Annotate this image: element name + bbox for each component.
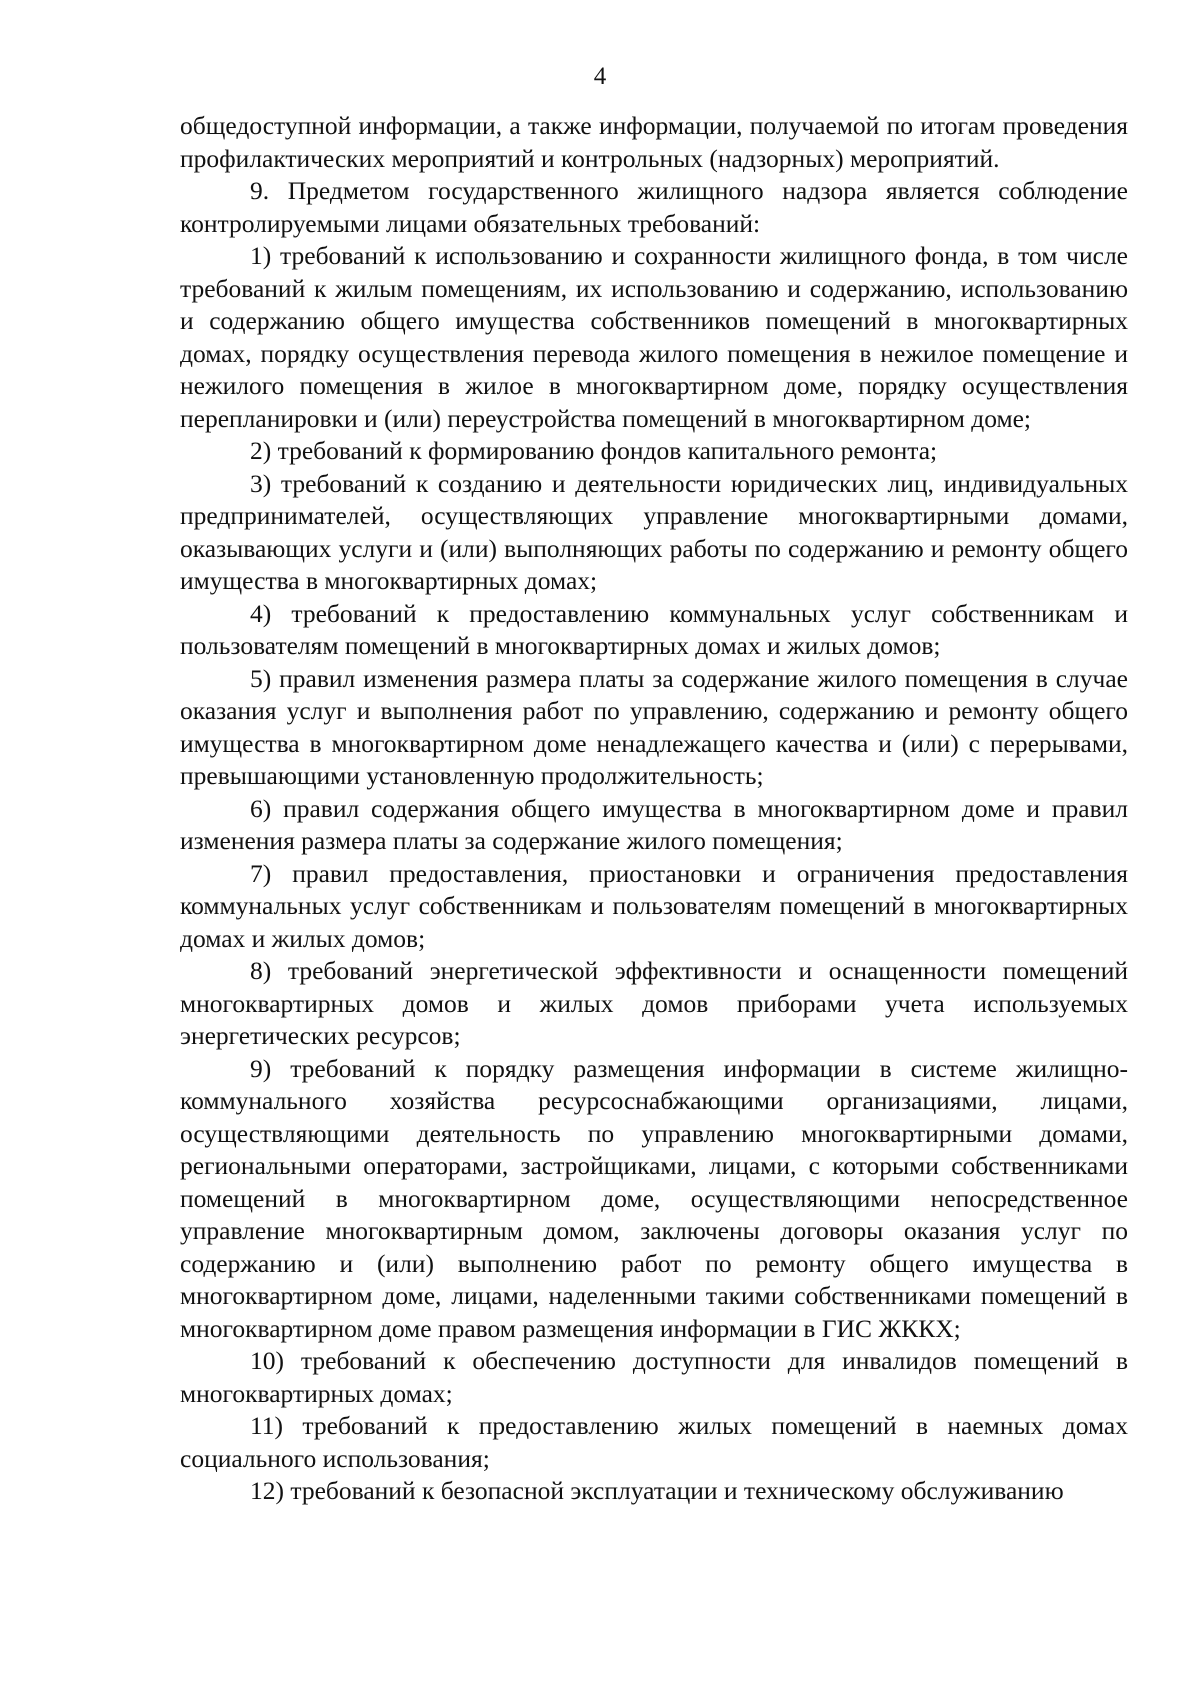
list-item-11: 11) требований к предоставлению жилых помещений в наемных домах социального использования;: [180, 1411, 1128, 1473]
list-item-5: 5) правил изменения размера платы за содержание жилого помещения в случае оказания услуг и выполнения работ по управлению, содержанию и ремонту общего имущества в многоквартирном доме ненадлежащего качества и (или) с перерывами, превышающими установленную продолжительность;: [180, 663, 1128, 790]
list-item-4: 4) требований к предоставлению коммунальных услуг собственникам и пользователям помещений в многоквартирных домах и жилых домов;: [180, 598, 1128, 660]
list-item-1: 1) требований к использованию и сохранности жилищного фонда, в том числе требований к жилым помещениям, их использованию и содержанию, использованию и содержанию общего имущества собственников помещений в многоквартирных домах, порядку осуществления перевода жилого помещения в нежилое помещение и нежилого помещения в жилое в многоквартирном доме, порядку осуществления перепланировки и (или) переустройства помещений в многоквартирном доме;: [180, 241, 1128, 433]
list-item-2: 2) требований к формированию фондов капитального ремонта;: [250, 436, 938, 465]
list-item-9: 9) требований к порядку размещения информации в системе жилищно-коммунального хозяйства ресурсоснабжающими организациями, лицами, осуществляющими деятельность по управлению многоквартирными домами, региональными операторами, застройщиками, лицами, с которыми собственниками помещений в многоквартирном доме, осуществляющими непосредственное управление многоквартирным домом, заключены договоры оказания услуг по содержанию и (или) выполнению работ по ремонту общего имущества в многоквартирном доме, лицами, наделенными такими собственниками помещений в многоквартирном доме правом размещения информации в ГИС ЖККХ;: [180, 1053, 1128, 1343]
list-item-6: 6) правил содержания общего имущества в многоквартирном доме и правил изменения размера платы за содержание жилого помещения;: [180, 793, 1128, 855]
list-item-3: 3) требований к созданию и деятельности юридических лиц, индивидуальных предпринимателей, осуществляющих управление многоквартирными домами, оказывающих услуги и (или) выполняющих работы по содержанию и ремонту общего имущества в многоквартирных домах;: [180, 468, 1128, 595]
list-item-7: 7) правил предоставления, приостановки и ограничения предоставления коммунальных услуг собственникам и пользователям помещений в многоквартирных домах и жилых домов;: [180, 858, 1128, 953]
document-body: [180, 110, 1128, 1508]
list-item-12: 12) требований к безопасной эксплуатации и техническому обслуживанию: [250, 1476, 1064, 1505]
list-item-10: 10) требований к обеспечению доступности для инвалидов помещений в многоквартирных домах;: [180, 1346, 1128, 1408]
paragraph-item-9: 9. Предметом государственного жилищного надзора является соблюдение контролируемыми лицами обязательных требований:: [180, 176, 1128, 238]
page-number: 4: [593, 63, 607, 90]
paragraph-continuation: общедоступной информации, а также информации, получаемой по итогам проведения профилактических мероприятий и контрольных (надзорных) мероприятий.: [180, 111, 1128, 173]
list-item-8: 8) требований энергетической эффективности и оснащенности помещений многоквартирных домов и жилых домов приборами учета используемых энергетических ресурсов;: [180, 956, 1128, 1050]
